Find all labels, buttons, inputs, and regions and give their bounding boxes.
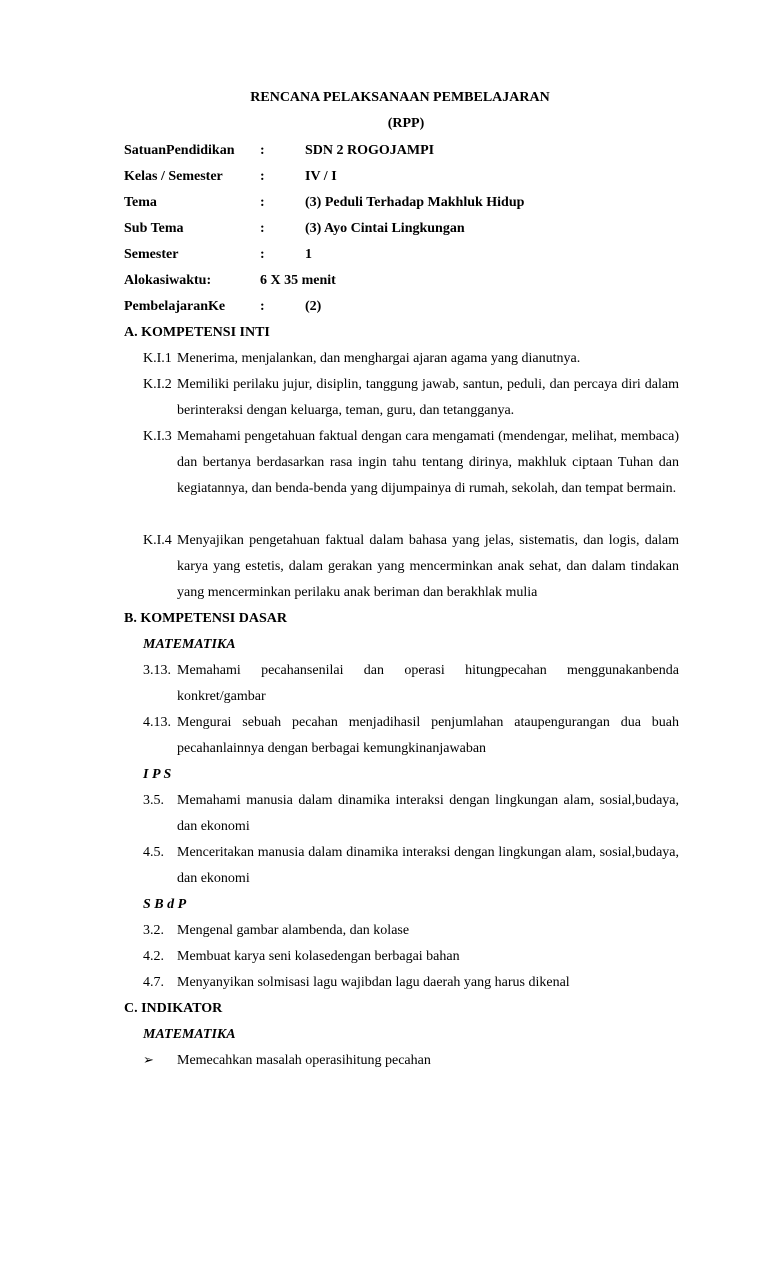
identity-value: (3) Peduli Terhadap Makhluk Hidup bbox=[305, 195, 525, 210]
section-heading-kompetensi-dasar: B. KOMPETENSI DASAR bbox=[124, 611, 287, 626]
kd-item bbox=[143, 658, 679, 710]
kd-item bbox=[143, 788, 679, 840]
subject-heading-ips: I P S bbox=[143, 767, 172, 782]
identity-value: 6 X 35 menit bbox=[260, 273, 336, 288]
kd-text: Mengenal gambar alambenda, dan kolase bbox=[177, 923, 410, 938]
ki-number: K.I.2 bbox=[143, 377, 172, 392]
identity-colon: : bbox=[260, 143, 265, 158]
kd-text: Membuat karya seni kolasedengan berbagai bahan bbox=[177, 949, 460, 964]
ki-number: K.I.1 bbox=[143, 351, 172, 366]
kd-text: Memahami pecahansenilai dan operasi hitungpecahan menggunakanbenda konkret/gambar bbox=[177, 663, 679, 704]
identity-label: Tema bbox=[124, 195, 157, 210]
identity-label: Sub Tema bbox=[124, 221, 184, 236]
kd-item bbox=[143, 840, 679, 892]
identity-colon: : bbox=[260, 169, 265, 184]
kd-text: Mengurai sebuah pecahan menjadihasil penjumlahan ataupengurangan dua buah pecahanlainnya dengan berbagai kemungkinanjawaban bbox=[177, 715, 679, 756]
ki-item bbox=[143, 372, 679, 424]
kd-number: 4.7. bbox=[143, 975, 164, 990]
document-subtitle: (RPP) bbox=[387, 116, 425, 131]
subject-heading-sbdp: S B d P bbox=[143, 897, 187, 912]
ki-number: K.I.3 bbox=[143, 429, 172, 444]
identity-label: Alokasiwaktu: bbox=[124, 273, 212, 288]
kd-number: 4.2. bbox=[143, 949, 164, 964]
kd-item bbox=[143, 944, 679, 970]
identity-label: SatuanPendidikan bbox=[124, 143, 235, 158]
identity-colon: : bbox=[260, 195, 265, 210]
kd-item bbox=[143, 970, 679, 996]
kd-text: Memahami manusia dalam dinamika interaksi dengan lingkungan alam, sosial,budaya, dan ekonomi bbox=[177, 793, 679, 834]
ki-number: K.I.4 bbox=[143, 533, 172, 548]
ki-text: Memahami pengetahuan faktual dengan cara mengamati (mendengar, melihat, membaca) dan bertanya berdasarkan rasa ingin tahu tentang dirinya, makhluk ciptaan Tuhan dan kegiatannya, dan benda-benda yang dijumpainya di rumah, sekolah, dan tempat bermain. bbox=[177, 429, 679, 496]
ki-text: Menyajikan pengetahuan faktual dalam bahasa yang jelas, sistematis, dan logis, dalam karya yang estetis, dalam gerakan yang mencerminkan anak sehat, dan dalam tindakan yang mencerminkan perilaku anak beriman dan berakhlak mulia bbox=[177, 533, 679, 600]
ki-item bbox=[143, 424, 679, 502]
section-heading-kompetensi-inti: A. KOMPETENSI INTI bbox=[124, 325, 270, 340]
ki-text: Menerima, menjalankan, dan menghargai ajaran agama yang dianutnya. bbox=[177, 351, 581, 366]
ki-item bbox=[143, 346, 679, 372]
kd-item bbox=[143, 710, 679, 762]
identity-value: (2) bbox=[305, 299, 322, 314]
kd-text: Menyanyikan solmisasi lagu wajibdan lagu daerah yang harus dikenal bbox=[177, 975, 570, 990]
identity-value: IV / I bbox=[305, 169, 337, 184]
section-heading-indikator: C. INDIKATOR bbox=[124, 1001, 223, 1016]
kd-number: 3.5. bbox=[143, 793, 164, 808]
indikator-text: Memecahkan masalah operasihitung pecahan bbox=[177, 1053, 431, 1068]
kd-text: Menceritakan manusia dalam dinamika interaksi dengan lingkungan alam, sosial,budaya, dan ekonomi bbox=[177, 845, 679, 886]
identity-colon: : bbox=[260, 221, 265, 236]
identity-value: SDN 2 ROGOJAMPI bbox=[305, 143, 435, 158]
ki-text: Memiliki perilaku jujur, disiplin, tanggung jawab, santun, peduli, dan percaya diri dalam berinteraksi dengan keluarga, teman, guru, dan tetangganya. bbox=[177, 377, 679, 418]
document-title: RENCANA PELAKSANAAN PEMBELAJARAN bbox=[250, 90, 550, 105]
subject-heading-matematika-indikator: MATEMATIKA bbox=[143, 1027, 236, 1042]
identity-value: 1 bbox=[305, 247, 312, 262]
identity-label: PembelajaranKe bbox=[124, 299, 226, 314]
arrowhead-bullet-icon: ➢ bbox=[143, 1053, 154, 1068]
kd-number: 3.2. bbox=[143, 923, 164, 938]
identity-label: Semester bbox=[124, 247, 179, 262]
identity-colon: : bbox=[260, 299, 265, 314]
subject-heading-matematika: MATEMATIKA bbox=[143, 637, 236, 652]
kd-item bbox=[143, 918, 679, 944]
kd-number: 4.13. bbox=[143, 715, 171, 730]
identity-value: (3) Ayo Cintai Lingkungan bbox=[305, 221, 465, 236]
kd-number: 4.5. bbox=[143, 845, 164, 860]
identity-colon: : bbox=[260, 247, 265, 262]
ki-item bbox=[143, 528, 679, 606]
identity-label: Kelas / Semester bbox=[124, 169, 223, 184]
kd-number: 3.13. bbox=[143, 663, 171, 678]
